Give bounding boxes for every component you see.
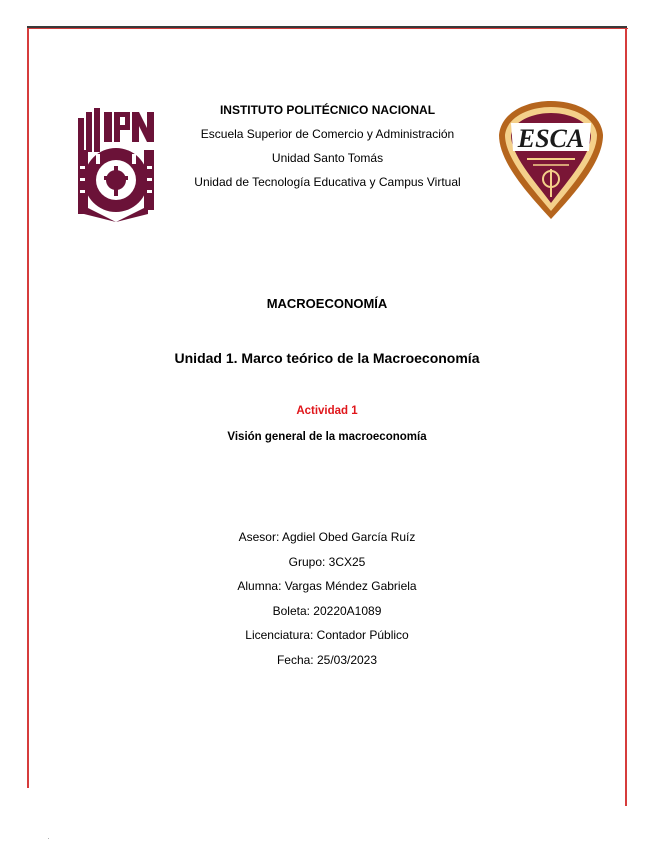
department-name: Unidad de Tecnología Educativa y Campus Virtual	[194, 175, 461, 189]
student-id-line: Boleta: 20220A1089	[272, 603, 382, 618]
student-info	[27, 525, 627, 672]
group-line: Grupo: 3CX25	[288, 554, 366, 569]
esca-logo	[497, 99, 605, 221]
right-border-line	[625, 28, 627, 806]
activity-title: Visión general de la macroeconomía	[227, 431, 427, 443]
student-line: Alumna: Vargas Méndez Gabriela	[237, 579, 417, 593]
ipn-logo	[74, 106, 158, 222]
esca-logo-letters: ESCA	[517, 124, 585, 153]
degree-line: Licenciatura: Contador Público	[245, 628, 409, 642]
subject-title: MACROECONOMÍA	[266, 296, 388, 311]
date-line: Fecha: 25/03/2023	[276, 652, 378, 667]
campus-unit: Unidad Santo Tomás	[271, 151, 384, 165]
school-name: Escuela Superior de Comercio y Administración	[200, 127, 455, 141]
activity-label: Actividad 1	[296, 405, 358, 417]
advisor-line: Asesor: Agdiel Obed García Ruíz	[238, 530, 416, 544]
institution-header	[165, 98, 490, 194]
ipn-logo-graphic	[74, 106, 158, 222]
page-mark	[48, 838, 49, 839]
top-border-accent	[27, 28, 628, 29]
unit-title: Unidad 1. Marco teórico de la Macroeconomía	[174, 350, 480, 366]
esca-logo-graphic	[497, 99, 605, 221]
institution-name: INSTITUTO POLITÉCNICO NACIONAL	[219, 103, 436, 117]
